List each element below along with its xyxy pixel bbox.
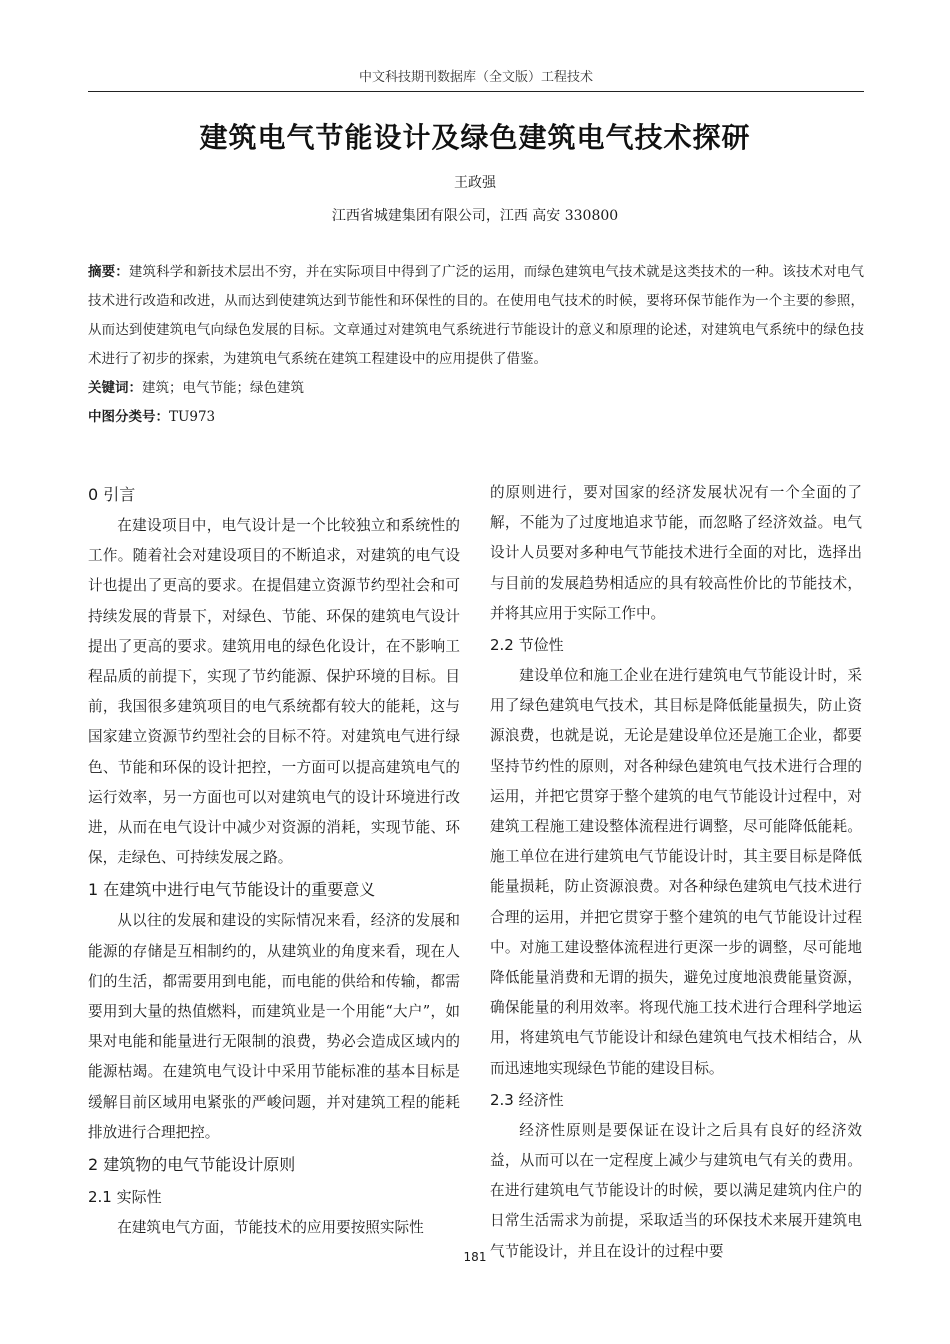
author-affiliation: 江西省城建集团有限公司，江西 高安 330800 — [331, 208, 619, 224]
clc-label: 中图分类号： — [88, 409, 169, 425]
running-head: 中文科技期刊数据库（全文版）工程技术 — [88, 66, 864, 92]
section-2-3-paragraph: 经济性原则是要保证在设计之后具有良好的经济效益，从而可以在一定程度上减少与建筑电气有关的费用。在进行建筑电气节能设计的时候，要以满足建筑内住户的日常生活需求为前提，采取适当的环保技术来展开建筑电气节能设计，并且在设计的过程中要 — [490, 1121, 862, 1260]
clc-code: TU973 — [169, 409, 216, 425]
abstract-block — [88, 258, 864, 432]
section-2-3-heading: 2.3 经济性 — [490, 1090, 564, 1109]
clc-line — [88, 403, 864, 432]
section-0-heading: 0 引言 — [88, 485, 136, 504]
keywords-text: 建筑；电气节能；绿色建筑 — [142, 380, 304, 396]
keywords-line — [88, 374, 864, 403]
section-1-heading: 1 在建筑中进行电气节能设计的重要意义 — [88, 880, 376, 900]
abstract-paragraph — [88, 258, 864, 374]
section-1-paragraph: 从以往的发展和建设的实际情况来看，经济的发展和能源的存储是互相制约的，从建筑业的角度来看，现在人们的生活，都需要用到电能，而电能的供给和传输，都需要用到大量的热值燃料，而建筑业是一个用能“大户”，如果对电能和能量进行无限制的浪费，势必会造成区域内的能源枯竭。在建筑电气设计中采用节能标准的基本目标是缓解目前区域用电紧张的严峻问题，并对建筑工程的能耗排放进行合理把控。 — [88, 912, 460, 1141]
right-column — [490, 478, 862, 1267]
section-2-1-paragraph-cont: 的原则进行，要对国家的经济发展状况有一个全面的了解，不能为了过度地追求节能，而忽略了经济效益。电气设计人员要对多种电气节能技术进行全面的对比，选择出与目前的发展趋势相适应的具有较高性价比的节能技术，并将其应用于实际工作中。 — [490, 484, 862, 622]
section-0-paragraph: 在建设项目中，电气设计是一个比较独立和系统性的工作。随着社会对建设项目的不断追求，对建筑的电气设计也提出了更高的要求。在提倡建立资源节约型社会和可持续发展的背景下，对绿色、节能、环保的建筑电气设计提出了更高的要求。建筑用电的绿色化设计，在不影响工程品质的前提下，实现了节约能源、保护环境的目标。目前，我国很多建筑项目的电气系统都有较大的能耗，这与国家建立资源节约型社会的目标不符。对建筑电气进行绿色、节能和环保的设计把控，一方面可以提高建筑电气的运行效率，另一方面也可以对建筑电气的设计环境进行改进，从而在电气设计中减少对资源的消耗，实现节能、环保，走绿色、可持续发展之路。 — [88, 517, 460, 867]
abstract-label: 摘要： — [88, 264, 129, 280]
section-2-heading: 2 建筑物的电气节能设计原则 — [88, 1155, 296, 1175]
page-number: 181 — [463, 1250, 487, 1264]
author-name: 王政强 — [454, 175, 496, 191]
section-2-2-heading: 2.2 节俭性 — [490, 636, 564, 655]
paper-title: 建筑电气节能设计及绿色建筑电气技术探研 — [199, 121, 751, 154]
section-2-2-paragraph: 建设单位和施工企业在进行建筑电气节能设计时，采用了绿色建筑电气技术，其目标是降低能量损失，防止资源浪费，也就是说，无论是建设单位还是施工企业，都要坚持节约性的原则，对各种绿色建筑电气技术进行合理的运用，并把它贯穿于整个建筑的电气节能设计过程中，对建筑工程施工建设整体流程进行调整，尽可能降低能耗。施工单位在进行建筑电气节能设计时，其主要目标是降低能量损耗，防止资源浪费。对各种绿色建筑电气技术进行合理的运用，并把它贯穿于整个建筑的电气节能设计过程中。对施工建设整体流程进行更深一步的调整，尽可能地降低能量消费和无谓的损失，避免过度地浪费能量资源，确保能量的利用效率。将现代施工技术进行合理科学地运用，将建筑电气节能设计和绿色建筑电气技术相结合，从而迅速地实现绿色节能的建设目标。 — [490, 667, 862, 1077]
left-column — [88, 478, 460, 1243]
section-2-1-paragraph-start: 在建筑电气方面，节能技术的应用要按照实际性 — [117, 1219, 424, 1237]
abstract-text: 建筑科学和新技术层出不穷，并在实际项目中得到了广泛的运用，而绿色建筑电气技术就是这类技术的一种。该技术对电气技术进行改造和改进，从而达到使建筑达到节能性和环保性的目的。在使用电气技术的时候，要将环保节能作为一个主要的参照，从而达到使建筑电气向绿色发展的目标。文章通过对建筑电气系统进行节能设计的意义和原理的论述，对建筑电气系统中的绿色技术进行了初步的探索，为建筑电气系统在建筑工程建设中的应用提供了借鉴。 — [88, 264, 865, 367]
keywords-label: 关键词： — [88, 380, 142, 396]
section-2-1-heading: 2.1 实际性 — [88, 1188, 162, 1207]
